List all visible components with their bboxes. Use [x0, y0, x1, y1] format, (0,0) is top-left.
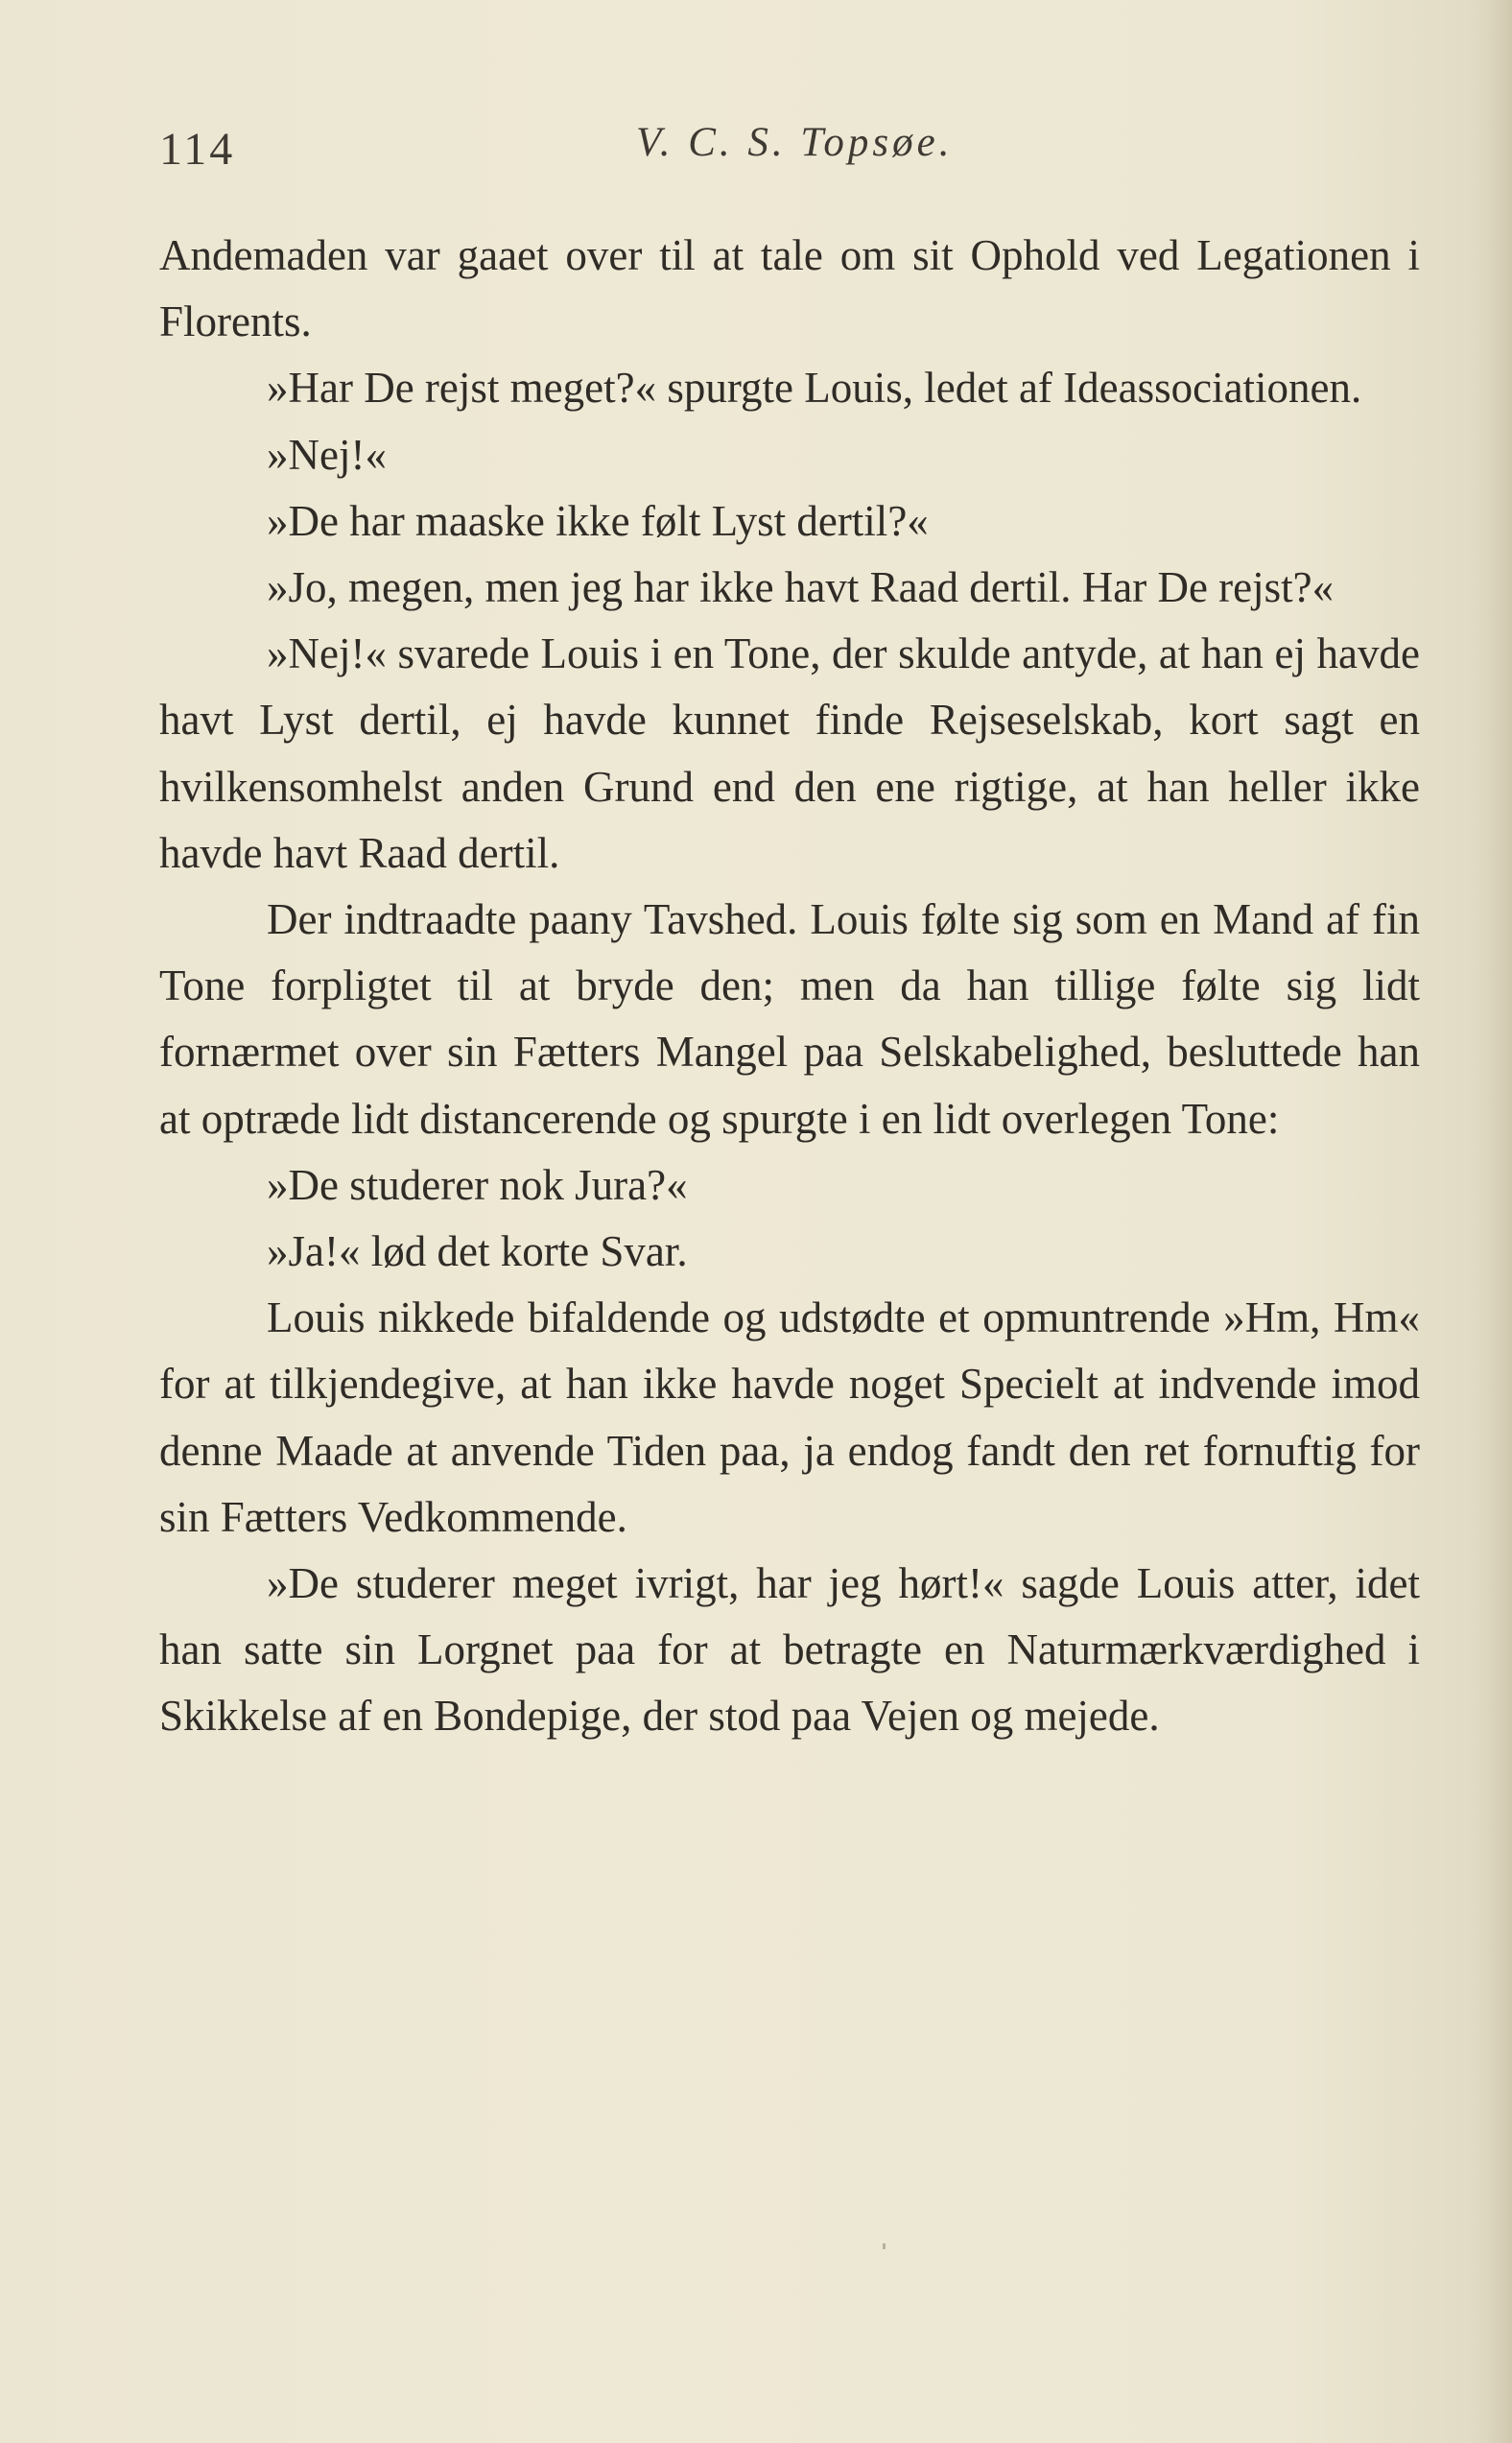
page-edge — [1487, 0, 1512, 2443]
paragraph: »Nej!« svarede Louis i en Tone, der skulde antyde, at han ej havde havt Lyst dertil, ej havde kunnet finde Rejseselskab, kort sagt en hvilkensomhelst anden Grund end den ene rigtige, at han heller ikke havde havt Raad dertil. — [159, 629, 1420, 877]
paragraph: Andemaden var gaaet over til at tale om sit Ophold ved Legationen i Florents. — [159, 231, 1420, 346]
paragraph: »De har maaske ikke følt Lyst dertil?« — [267, 496, 929, 545]
page-header — [159, 107, 1426, 184]
page-number: 114 — [159, 124, 236, 175]
paragraph: Der indtraadte paany Tavshed. Louis følte sig som en Mand af fin Tone forpligtet til at bryde den; men da han tillige følte sig lidt fornærmet over sin Fætters Mangel paa Selskabelighed, besluttede han at optræde lidt distancerende og spurgte i en lidt overlegen Tone: — [159, 895, 1420, 1143]
paragraph: »De studerer meget ivrigt, har jeg hørt!« sagde Louis atter, idet han satte sin Lorgnet paa for at betragte en Naturmærkværdighed i Skikkelse af en Bondepige, der stod paa Vejen og mejede. — [159, 1559, 1420, 1741]
paragraph: »Har De rejst meget?« spurgte Louis, ledet af Ideassociationen. — [267, 364, 1362, 413]
paragraph: »Ja!« lød det korte Svar. — [267, 1227, 688, 1276]
print-speck — [883, 2243, 886, 2249]
running-head: V. C. S. Topsøe. — [636, 120, 954, 165]
paragraph: »De studerer nok Jura?« — [267, 1160, 688, 1209]
paragraph: »Jo, megen, men jeg har ikke havt Raad dertil. Har De rejst?« — [267, 563, 1335, 612]
paragraph: »Nej!« — [267, 430, 387, 479]
paragraph: Louis nikkede bifaldende og udstødte et opmuntrende »Hm, Hm« for at tilkjendegive, at han ikke havde noget Specielt at indvende imod denne Maade at anvende Tiden paa, ja endog fandt den ret fornuftig for sin Fætters Vedkommende. — [159, 1293, 1420, 1541]
body-text — [159, 223, 1420, 1750]
